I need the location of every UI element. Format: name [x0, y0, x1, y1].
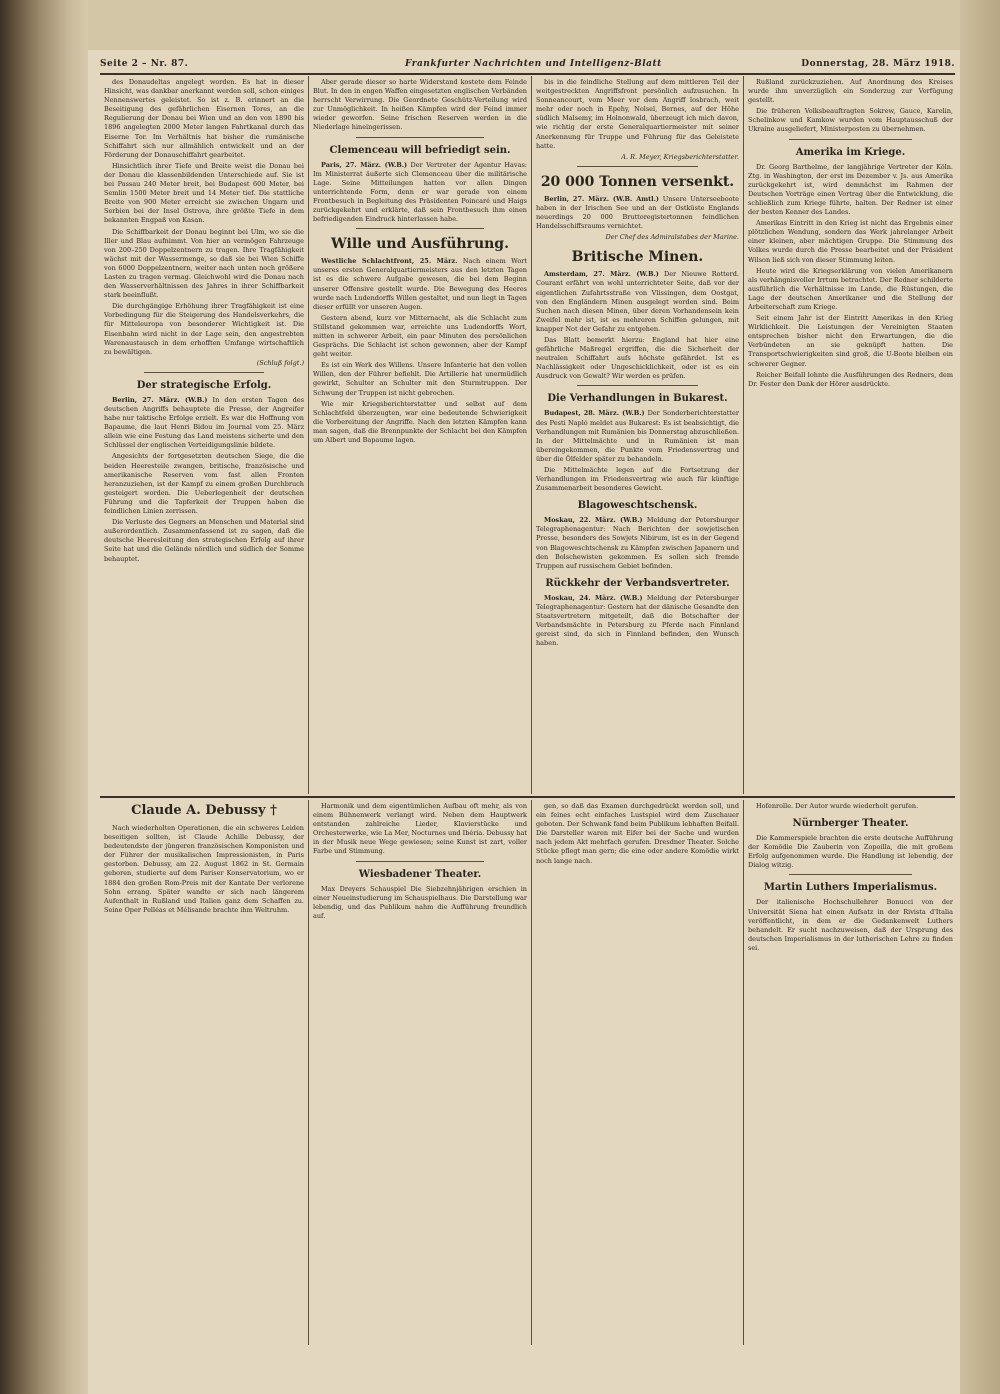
page-header — [100, 57, 955, 75]
article-paragraph: Nach wiederholten Operationen, die ein schweres Leiden beseitigen sollten, ist Claude Achille Debussy, der bedeutendste der jüngeren französischen Komponisten und der Führer der musikalischen Impressionisten, in Paris gestorben. Debussy, am 22. August 1862 in St. Germain geboren, studierte auf dem Pariser Konservatorium, wo er 1884 den großen Rom-Preis mit der Kantate Der verlorene Sohn errang. Später wandte er sich nach längerem Aufenthalt in Rußland und Italien ganz dem Schaffen zu. Seine Oper Pelléas et Mélisande brachte ihm Weltruhm. — [104, 824, 304, 914]
column-rule — [308, 76, 309, 794]
article-paragraph: Dr. Georg Barthelme, der langjährige Vertreter der Köln. Ztg. in Washington, der erst im Dezember v. Js. aus Amerika zurückgekehrt ist, wird demnächst im Rahmen der Deutschen Vorträge einen Vortrag über die Entwicklung, die schließlich zum Kriege führte, halten. Der Redner ist einer der besten Kenner des Landes. — [748, 162, 953, 217]
headline-nuernberg-theater: Nürnberger Theater. — [792, 818, 909, 830]
article-paragraph: Hofenrolle. Der Autor wurde wiederholt gerufen. — [756, 802, 919, 810]
headline-luther: Martin Luthers Imperialismus. — [763, 882, 938, 894]
section-rule — [356, 861, 484, 862]
article-paragraph: Hinsichtlich ihrer Tiefe und Breite weist die Donau bei der Donau die klassenbildenden Unterschiede auf. Sie ist bei Passau 240 Meter breit, bei Budapest 600 Meter, bei Semlin 1500 Meter breit und 14 Meter tief. Die stattliche Breite von 900 Meter erreicht sie zwischen Ungarn und Serbien bei der Insel Ostrova, ihre größte Tiefe in dem bekannten Engpaß von Kasan. — [104, 161, 304, 225]
dateline: Moskau, 22. März. (W.B.) — [544, 516, 643, 525]
feuilleton-column-4 — [748, 802, 953, 1342]
feuilleton-column-3 — [536, 802, 739, 1342]
dateline: Paris, 27. März. (W.B.) — [321, 160, 408, 169]
article-paragraph: Angesichts der fortgesetzten deutschen Siege, die die beiden Heeresteile zwangen, britische, französische und amerikanische Reserven vom fast allen Fronten heranzuziehen, ist der Kampf zu einem großen Durchbruch gesteigert worden. Die Ueberlegenheit der deutschen Führung und die Tapferkeit der Truppen haben die feindlichen Linien zerrissen. — [104, 452, 304, 516]
article-paragraph: Aber gerade dieser so harte Widerstand kostete dem Feinde Blut. In den in engen Waffen eingesetzten englischen Verbänden herrscht Verwirrung. Die Geordnete Geschütz-Verteilung wird zur Unmöglichkeit. In heißen Kämpfen wird der Feind immer wieder geworfen. Seine frischen Reserven werden in die Niederlage hineingerissen. — [313, 78, 527, 132]
headline-tonnage: 20 000 Tonnen versenkt. — [540, 173, 735, 190]
feuilleton-title: Claude A. Debussy † — [131, 803, 277, 818]
headline-strategic-success: Der strategische Erfolg. — [136, 379, 272, 391]
article-paragraph: Der Sonderberichterstatter des Pesti Napló meldet aus Bukarest: Es ist beabsichtigt, die Verhandlungen mit Rumänien bis Donnerstag abzuschließen. In der Mittelmächte und in Rumänien ist man übereingekommen, die Punkte vom Friedensvertrag und über die Ölfelder später zu behandeln. — [536, 409, 739, 463]
column-3 — [536, 78, 739, 792]
section-rule — [356, 137, 484, 138]
article-paragraph: Max Dreyers Schauspiel Die Siebzehnjährigen erschien in einer Neueinstudierung im Schauspielhaus. Die Darstellung war lebendig, und das Publikum nahm die Aufführung freundlich auf. — [313, 884, 527, 920]
column-2 — [313, 78, 527, 792]
column-rule — [743, 800, 744, 1345]
article-paragraph: In den ersten Tagen des deutschen Angriffs behauptete die Presse, der Angreifer habe nur taktische Erfolge erzielt. Es war die Hoffnung von Bapaume, die laut Henri Bidou im Journal vom 25. März allein wie eine Festung das Land meistens sicherte und den Schlüssel der englischen Verteidigungslinie bildete. — [104, 395, 304, 450]
dateline: Budapest, 28. März. (W.B.) — [544, 409, 645, 418]
article-paragraph: Die durchgängige Erhöhung ihrer Tragfähigkeit ist eine Vorbedingung für die Steigerung des Handelsverkehrs, die für Mitteleuropa von besonderer Wichtigkeit ist. Die Eisenbahn wird nicht in der Lage sein, den angestrebten Warenaustausch in dem erhofften Umfange wirtschaftlich zu bewältigen. — [104, 302, 304, 356]
byline: Der Chef des Admiralstabes der Marine. — [605, 233, 739, 242]
issue-date: Donnerstag, 28. März 1918. — [801, 59, 955, 69]
article-paragraph: gen, so daß das Examen durchgedrückt werden soll, und ein feines echt einfaches Lustspiel wird dem Zuschauer geboten. Der Schwank fand beim Publikum lebhaften Beifall. Die Darsteller waren mit Eifer bei der Sache und wurden nach jedem Akt mehrfach gerufen. Dresdner Theater. Solche Stücke pflegt man gern; die eine oder andere Komödie wirkt noch lange nach. — [536, 802, 739, 865]
article-paragraph: bis in die feindliche Stellung auf dem mittleren Teil der weitgestreckten Angriffsfront persönlich aufzusuchen. In Sonneancourt, vom Meer vor dem Angriff losbrach, weit mehr oder noch in Epehy, Nolsel, Bernes, auf der Höhe südlich Malsemy, im Holnonwald, überzeugt ich mich davon, wie richtig der erste Generalquartiermeister mit seiner Anerkennung für Truppe und Führung für das Geleistete hatte. — [536, 78, 739, 150]
article-paragraph: Nach einem Wort unseres ersten Generalquartiermeisters aus den letzten Tagen ist es die schwere Aufgabe gewesen, die bei dem Beginn unserer Offensive gestellt wurde. Die Bewegung des Heeres wurde nach Ludendorffs Willen gestaltet, und nun liegt in Tagen dieser erfüllt vor unseren Augen. — [313, 257, 527, 311]
headline-return-envoys: Rückkehr der Verbandsvertreter. — [545, 577, 730, 589]
article-paragraph: Unsere Unterseeboote haben in der Irischen See und an der Ostküste Englands neuerdings 20 000 Bruttoregistertonnen feindlichen Handelsschiffsraums vernichtet. — [536, 194, 739, 231]
article-paragraph: Die Mittelmächte legen auf die Fortsetzung der Verhandlungen im Friedensvertrag wie auch für künftige Zusammenarbeit besonderes Gewicht. — [536, 466, 739, 493]
headline-clemenceau: Clemenceau will befriedigt sein. — [329, 144, 511, 156]
newspaper-title: Frankfurter Nachrichten und Intelligenz-Blatt — [405, 59, 662, 69]
page-right-edge — [960, 0, 1000, 1394]
section-rule — [577, 385, 699, 386]
article-paragraph: Meldung der Petersburger Telegraphenagentur: Gestern hat der dänische Gesandte den Staatsvertretern mitgeteilt, daß die Botschafter der Verbandsmächte in Petersburg zu Pferde nach Finnland gereist sind, da sich in Finnland befinden, den Wunsch haben. — [536, 593, 739, 648]
dateline: Westliche Schlachtfront, 25. März. — [321, 257, 458, 266]
dateline: Berlin, 27. März. (W.B. Amtl.) — [544, 194, 659, 203]
column-rule — [531, 800, 532, 1345]
column-rule — [308, 800, 309, 1345]
article-paragraph: Die Kammerspiele brachten die erste deutsche Aufführung der Komödie Die Zauberin von Zopoilla, die mit großem Erfolg aufgenommen wurde. Die Handlung ist lebendig, der Dialog witzig. — [748, 834, 953, 870]
column-rule — [531, 76, 532, 794]
headline-wiesbaden-theater: Wiesbadener Theater. — [358, 868, 482, 880]
column-1 — [104, 78, 304, 792]
section-rule — [144, 372, 264, 373]
headline-bukarest: Die Verhandlungen in Bukarest. — [547, 393, 728, 405]
article-paragraph: Der Vertreter der Agentur Havas: Im Ministerrat äußerte sich Clemenceau über die militärische Lage. Seine Mitteilungen hatten vor allen Dingen unterrichtende Form, denn er war gerade von einem Frontbesuch in Begleitung des Präsidenten Poincaré und Haigs zurückgekehrt und erklärte, daß sein Frontbesuch ihm einen befriedigenden Eindruck hinterlassen habe. — [313, 160, 527, 224]
dateline: Amsterdam, 27. März. (W.B.) — [544, 270, 659, 279]
article-paragraph: Es ist ein Werk des Willens. Unsere Infanterie hat den vollen Willen, den der Führer befiehlt. Die Artillerie hat unermüdlich gewirkt, Schulter an Schulter mit den Sturmtruppen. Der Schwung der Truppen ist nicht gebrochen. — [313, 361, 527, 397]
article-paragraph: Amerikas Eintritt in den Krieg ist nicht das Ergebnis einer plötzlichen Wendung, sondern das Werk jahrelanger Arbeit einer kleinen, aber mächtigen Gruppe. Die Stimmung des Volkes wurde durch die Presse bearbeitet und der Präsident Wilson ließ sich von dieser Stimmung leiten. — [748, 219, 953, 264]
headline-amerika: Amerika im Kriege. — [795, 146, 906, 158]
continuation-note: (Schluß folgt.) — [256, 358, 304, 367]
section-rule — [789, 139, 912, 140]
article-paragraph: Meldung der Petersburger Telegraphenagentur: Nach Berichten der sowjetischen Presse, besonders des Sowjets Nibirum, ist es in der Gegend von Blagoweschtschensk zu Kämpfen zwischen Japanern und den Bolschewisten gekommen. Es sollen sich fremde Truppen auf russischem Gebiet befinden. — [536, 516, 739, 570]
article-paragraph: Der italienische Hochschullehrer Bonucci von der Universität Siena hat einen Aufsatz in der Rivista d'Italia veröffentlicht, in dem er die Gedankenwelt Luthers behandelt. Er sucht nachzuweisen, daß der Ursprung des deutschen Imperialismus in der lutherischen Lehre zu finden sei. — [748, 898, 953, 952]
article-paragraph: Die Schiffbarkeit der Donau beginnt bei Ulm, wo sie die Iller und Blau aufnimmt. Von hier an vermögen Fahrzeuge von 200–250 Doppelzentnern zu tragen. Ihre Tragfähigkeit wächst mit der Wassermenge, so daß sie bei Wien Schiffe von 6000 Doppelzentnern, weiter nach unten noch größere Lasten zu tragen vermag. Gleichwohl wird die Donau nach den Wasserverhältnissen des Jahres in ihrer Schiffbarkeit stark beeinflußt. — [104, 227, 304, 300]
feuilleton-column-1 — [104, 802, 304, 1342]
byline: A. R. Meyer, Kriegsberichterstatter. — [621, 152, 739, 161]
article-paragraph: Die Verluste des Gegners an Menschen und Material sind außerordentlich. Zusammenfassend ist zu sagen, daß die deutsche Heeresleitung den strategischen Erfolg auf ihrer Seite hat und die Gelände nördlich und südlich der Somme behauptet. — [104, 518, 304, 563]
article-paragraph: Reicher Beifall lohnte die Ausführungen des Redners, dem Dr. Fester den Dank der Hörer ausdrückte. — [748, 370, 953, 388]
book-binding — [0, 0, 88, 1394]
page-number: Seite 2 – Nr. 87. — [100, 59, 189, 69]
article-paragraph: des Donaudeltas angelegt worden. Es hat in dieser Hinsicht, was dankbar anerkannt werden soll, schon einiges Nennenswertes geleistet. So ist z. B. erinnert an die Beseitigung des gefährlichen Eisernen Tores, an die Regulierung der Donau bei Wien und an den von 1890 bis 1896 angelegten 2000 Meter langen Fahrtkanal durch das Eiserne Tor. Im Verhältnis hat bisher die rumänische Schiffahrt sich nur allmählich entwickelt und an der Förderung der Donauschiffahrt gearbeitet. — [104, 78, 304, 159]
feuilleton-divider — [100, 796, 955, 798]
column-4 — [748, 78, 953, 792]
article-paragraph: Der Nieuwe Rotterd. Courant erfährt von wohl unterrichteter Seite, daß vor der eigentlichen Zufahrtsstraße von Vlissingen, dem Oostgat, von den Engländern Minen ausgelegt worden sind. Beim Suchen nach diesen Minen, über deren Vorhandensein kein Zweifel mehr ist, ist es mehreren Schiffen gelungen, mit knapper Not der Gefahr zu entgehen. — [536, 270, 739, 333]
article-paragraph: Rußland zurückzuziehen. Auf Anordnung des Kreises wurde ihm unverzüglich ein Sonderzug zur Verfügung gestellt. — [748, 78, 953, 105]
article-paragraph: Gestern abend, kurz vor Mitternacht, als die Schlacht zum Stillstand gekommen war, erreichte uns Ludendorffs Wort, mitten in schwerer Arbeit, ein paar Minuten des persönlichen Gesprächs. Die Schlacht ist schon gewonnen, aber der Kampf geht weiter. — [313, 313, 527, 359]
section-rule — [356, 228, 484, 229]
article-paragraph: Harmonik und dem eigentümlichen Aufbau oft mehr, als von einem Bühnenwerk verlangt wird. Neben dem Hauptwerk entstanden zahlreiche Lieder, Klavierstücke und Orchesterwerke, wie La Mer, Nocturnes und Ibéria. Debussy hat in der Musik neue Wege gewiesen; seine Kunst ist zart, voller Farbe und Stimmung. — [313, 802, 527, 856]
section-rule — [577, 166, 699, 167]
page-top-edge — [88, 0, 968, 50]
article-paragraph: Heute wird die Kriegserklärung von vielen Amerikanern als verhängnisvoller Irrtum betrachtet. Der Redner schilderte ausführlich die Verhältnisse im Lande, die Rüstungen, die Lage der deutschen Amerikaner und die Stellung der Arbeiterschaft zum Kriege. — [748, 266, 953, 311]
headline-blagoweschtschensk: Blagoweschtschensk. — [577, 500, 698, 512]
headline-wille: Wille und Ausführung. — [331, 236, 509, 253]
article-paragraph: Das Blatt bemerkt hierzu: England hat hier eine gefährliche Maßregel ergriffen, die die Sicherheit der neutralen Schiffahrt aufs höchste gefährdet. Ist es Nachlässigkeit oder Ungeschicklichkeit, oder ist es ein Ausdruck von Gewalt? Wir werden es prüfen. — [536, 335, 739, 381]
article-paragraph: Die früheren Volksbeauftragten Sokrew, Gauce, Karelin, Schelinkow und Kamkow wurden vom Hauptausschuß der Ukraine ausgeliefert, Ministerposten zu übernehmen. — [748, 107, 953, 134]
dateline: Berlin, 27. März. (W.B.) — [112, 395, 208, 404]
feuilleton-column-2 — [313, 802, 527, 1342]
article-paragraph: Wie mir Kriegsberichterstatter und selbst auf dem Schlachtfeld überzeugten, war eine bedeutende Schwierigkeit die Vorbereitung der Angriffe. Nach den letzten Kämpfen kann man sagen, daß die Brennpunkte der Schlacht bei den Kämpfen um Albert und Bapaume lagen. — [313, 399, 527, 444]
dateline: Moskau, 24. März. (W.B.) — [544, 593, 643, 602]
section-rule — [789, 874, 912, 875]
headline-mines: Britische Minen. — [571, 249, 704, 266]
article-paragraph: Seit einem Jahr ist der Eintritt Amerikas in den Krieg Wirklichkeit. Die Leistungen der Vereinigten Staaten entsprechen bisher nicht den Erwartungen, die die Verbündeten an sie geknüpft hatten. Die Transportschwierigkeiten sind groß, die U-Boote bleiben ein schwerer Gegner. — [748, 314, 953, 368]
column-rule — [743, 76, 744, 794]
